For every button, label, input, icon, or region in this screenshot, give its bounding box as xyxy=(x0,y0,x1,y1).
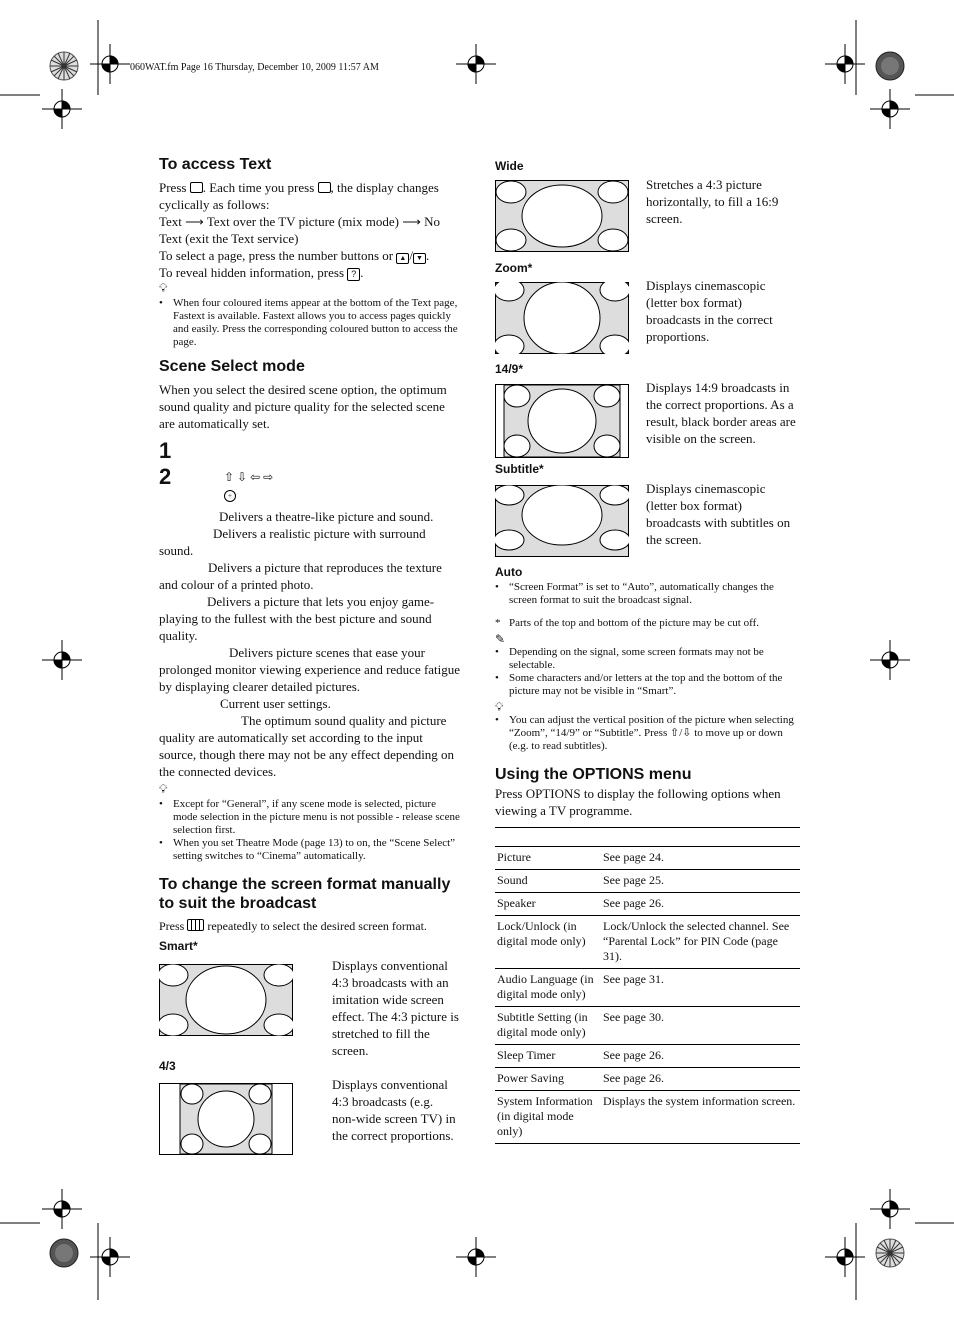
options-item: Lock/Unlock (in digital mode only) xyxy=(495,916,601,969)
wide-desc: Stretches a 4:3 picture horizontally, to fill a 16:9 screen. xyxy=(646,177,779,226)
zoom-desc: Displays cinemascopic (letter box format) broadcasts in the correct proportions. xyxy=(646,278,773,344)
registration-mark-icon xyxy=(456,1237,496,1277)
color-target-icon xyxy=(875,51,905,81)
options-desc: See page 30. xyxy=(601,1007,800,1045)
scene-desc-sports: Delivers a realistic picture with surround sound. xyxy=(159,526,426,558)
scene-tip-2: • When you set Theatre Mode (page 13) to on, the “Scene Select” setting switches to “Cinema” automatically. xyxy=(159,837,461,863)
tip-bulb-icon: 💡︎ xyxy=(159,782,168,796)
options-row xyxy=(495,1091,800,1144)
format-section-title: To change the screen format manually to suit the broadcast xyxy=(159,876,451,912)
color-target-icon xyxy=(49,51,79,81)
options-desc: See page 31. xyxy=(601,969,800,1007)
scene-intro: When you select the desired scene option, the optimum sound quality and picture quality for the selected scene are automatically set. xyxy=(159,382,447,431)
scene-desc-auto: The optimum sound quality and picture quality are automatically set according to the input source, though there may not be any effect depending on the connected devices. xyxy=(159,713,455,779)
options-section-title: Using the OPTIONS menu xyxy=(495,766,692,783)
scene-tip-1: • Except for “General”, if any scene mode is selected, picture mode selection in the picture menu is not possible - release scene selection first. xyxy=(159,798,461,837)
subtitle-label: Subtitle* xyxy=(495,462,544,476)
scene-desc-photo: Delivers a picture that reproduces the texture and colour of a printed photo. xyxy=(159,560,442,592)
options-row xyxy=(495,1068,800,1091)
color-target-icon xyxy=(875,1238,905,1268)
wide-label: Wide xyxy=(495,159,524,173)
text-tip: • When four coloured items appear at the bottom of the Text page, Fastext is available. Fastext allows you to access pages quickly and easily. Press the corresponding coloured button to access the page. xyxy=(159,297,461,349)
arrow-up-icon: ⇧ xyxy=(670,727,680,739)
cutoff-note: * Parts of the top and bottom of the picture may be cut off. xyxy=(495,617,800,630)
options-row xyxy=(495,916,800,969)
options-desc: See page 26. xyxy=(601,1068,800,1091)
options-row xyxy=(495,969,800,1007)
registration-mark-icon xyxy=(825,1237,865,1277)
scene-section-title: Scene Select mode xyxy=(159,358,305,375)
format-note-1: • Depending on the signal, some screen formats may not be selectable. xyxy=(495,646,800,672)
text-button-icon xyxy=(190,182,203,193)
registration-mark-icon xyxy=(42,89,82,129)
color-target-icon xyxy=(49,1238,79,1268)
scene-desc-general: Current user settings. xyxy=(220,696,331,711)
f43-desc: Displays conventional 4:3 broadcasts (e.g. non-wide screen TV) in the correct proportions. xyxy=(332,1077,456,1143)
file-info-header: 060WAT.fm Page 16 Thursday, December 10, 2009 11:57 AM xyxy=(130,62,379,73)
arrow-right-icon: ⟶ xyxy=(402,214,421,229)
tip-bulb-icon: 💡︎ xyxy=(159,281,168,295)
options-item: Audio Language (in digital mode only) xyxy=(495,969,601,1007)
format-tip: • You can adjust the vertical position of the picture when selecting “Zoom”, “14/9” or “Subtitle”. Press ⇧/⇩ to move up or down (e.g. to read subtitles). xyxy=(495,714,800,753)
options-row xyxy=(495,870,800,893)
options-desc: Lock/Unlock the selected channel. See “Parental Lock” for PIN Code (page 31). xyxy=(601,916,800,969)
options-intro: Press OPTIONS to display the following options when viewing a TV programme. xyxy=(495,786,781,818)
arrow-right-icon: ⟶ xyxy=(185,214,204,229)
page-up-down-icon: ▼ xyxy=(413,253,426,264)
registration-mark-icon xyxy=(870,1189,910,1229)
options-desc: Displays the system information screen. xyxy=(601,1091,800,1144)
registration-mark-icon xyxy=(870,640,910,680)
arrow-keys-icon: ⇧⇩⇦⇨ xyxy=(224,470,277,484)
text-cycle: Text ⟶ Text over the TV picture (mix mode) ⟶ No Text (exit the Text service) xyxy=(159,214,440,246)
reveal-icon: ? xyxy=(347,268,360,281)
text-intro: Press . Each time you press , the display changes cyclically as follows: xyxy=(159,180,439,212)
smart-format-figure xyxy=(159,964,293,1036)
scene-desc-cinema: Delivers a theatre-like picture and sound. xyxy=(219,509,434,524)
f149-desc: Displays 14:9 broadcasts in the correct proportions. As a result, black border areas are visible on the screen. xyxy=(646,380,796,446)
screen-format-icon xyxy=(187,919,204,931)
enter-icon: + xyxy=(224,490,236,502)
text-button-icon xyxy=(318,182,331,193)
zoom-label: Zoom* xyxy=(495,261,533,275)
scene-desc-graphics: Delivers picture scenes that ease your prolonged monitor viewing experience and reduce fatigue by displaying clearer detailed pictures. xyxy=(159,645,461,694)
f43-label: 4/3 xyxy=(159,1059,176,1073)
smart-desc: Displays conventional 4:3 broadcasts with an imitation wide screen effect. The 4:3 picture is stretched to fill the screen. xyxy=(332,958,459,1058)
smart-label: Smart* xyxy=(159,939,198,953)
wide-format-figure xyxy=(495,180,629,252)
step-2: 2 xyxy=(159,464,172,489)
registration-mark-icon xyxy=(90,44,130,84)
options-row xyxy=(495,847,800,870)
registration-mark-icon xyxy=(42,640,82,680)
step-1: 1 xyxy=(159,438,172,463)
f149-format-figure xyxy=(495,384,629,458)
options-desc: See page 25. xyxy=(601,870,800,893)
f43-format-figure xyxy=(159,1083,293,1155)
note-pencil-icon: ✎ xyxy=(495,632,506,646)
options-item: Subtitle Setting (in digital mode only) xyxy=(495,1007,601,1045)
options-row xyxy=(495,893,800,916)
options-item: Speaker xyxy=(495,893,601,916)
registration-mark-icon xyxy=(825,44,865,84)
arrow-down-icon: ⇩ xyxy=(682,727,692,739)
registration-mark-icon xyxy=(456,44,496,84)
options-desc: See page 26. xyxy=(601,1045,800,1068)
subtitle-desc: Displays cinemascopic (letter box format) broadcasts with subtitles on the screen. xyxy=(646,481,791,547)
registration-mark-icon xyxy=(42,1189,82,1229)
options-item: Sound xyxy=(495,870,601,893)
f149-label: 14/9* xyxy=(495,362,524,376)
tip-bulb-icon: 💡︎ xyxy=(495,700,504,714)
options-desc: See page 26. xyxy=(601,893,800,916)
text-reveal: To reveal hidden information, press ? . xyxy=(159,265,364,280)
options-item: System Information (in digital mode only) xyxy=(495,1091,601,1144)
text-select-page: To select a page, press the number buttons or ▲ / ▼ . xyxy=(159,248,430,263)
subtitle-format-figure xyxy=(495,485,629,557)
format-press: Press repeatedly to select the desired screen format. xyxy=(159,919,427,933)
registration-mark-icon xyxy=(870,89,910,129)
auto-note: • “Screen Format” is set to “Auto”, automatically changes the screen format to suit the broadcast signal. xyxy=(495,581,800,607)
format-note-2: • Some characters and/or letters at the top and the bottom of the picture may not be visible in “Smart”. xyxy=(495,672,800,698)
text-section-title: To access Text xyxy=(159,156,272,173)
options-item: Power Saving xyxy=(495,1068,601,1091)
options-desc: See page 24. xyxy=(601,847,800,870)
options-item: Sleep Timer xyxy=(495,1045,601,1068)
options-item: Picture xyxy=(495,847,601,870)
registration-mark-icon xyxy=(90,1237,130,1277)
zoom-format-figure xyxy=(495,282,629,354)
scene-desc-game: Delivers a picture that lets you enjoy game-playing to the fullest with the best picture and sound quality. xyxy=(159,594,435,643)
auto-label: Auto xyxy=(495,565,523,579)
options-table xyxy=(495,846,800,1144)
options-row xyxy=(495,1007,800,1045)
page-up-down-icon: ▲ xyxy=(396,253,409,264)
options-row xyxy=(495,1045,800,1068)
